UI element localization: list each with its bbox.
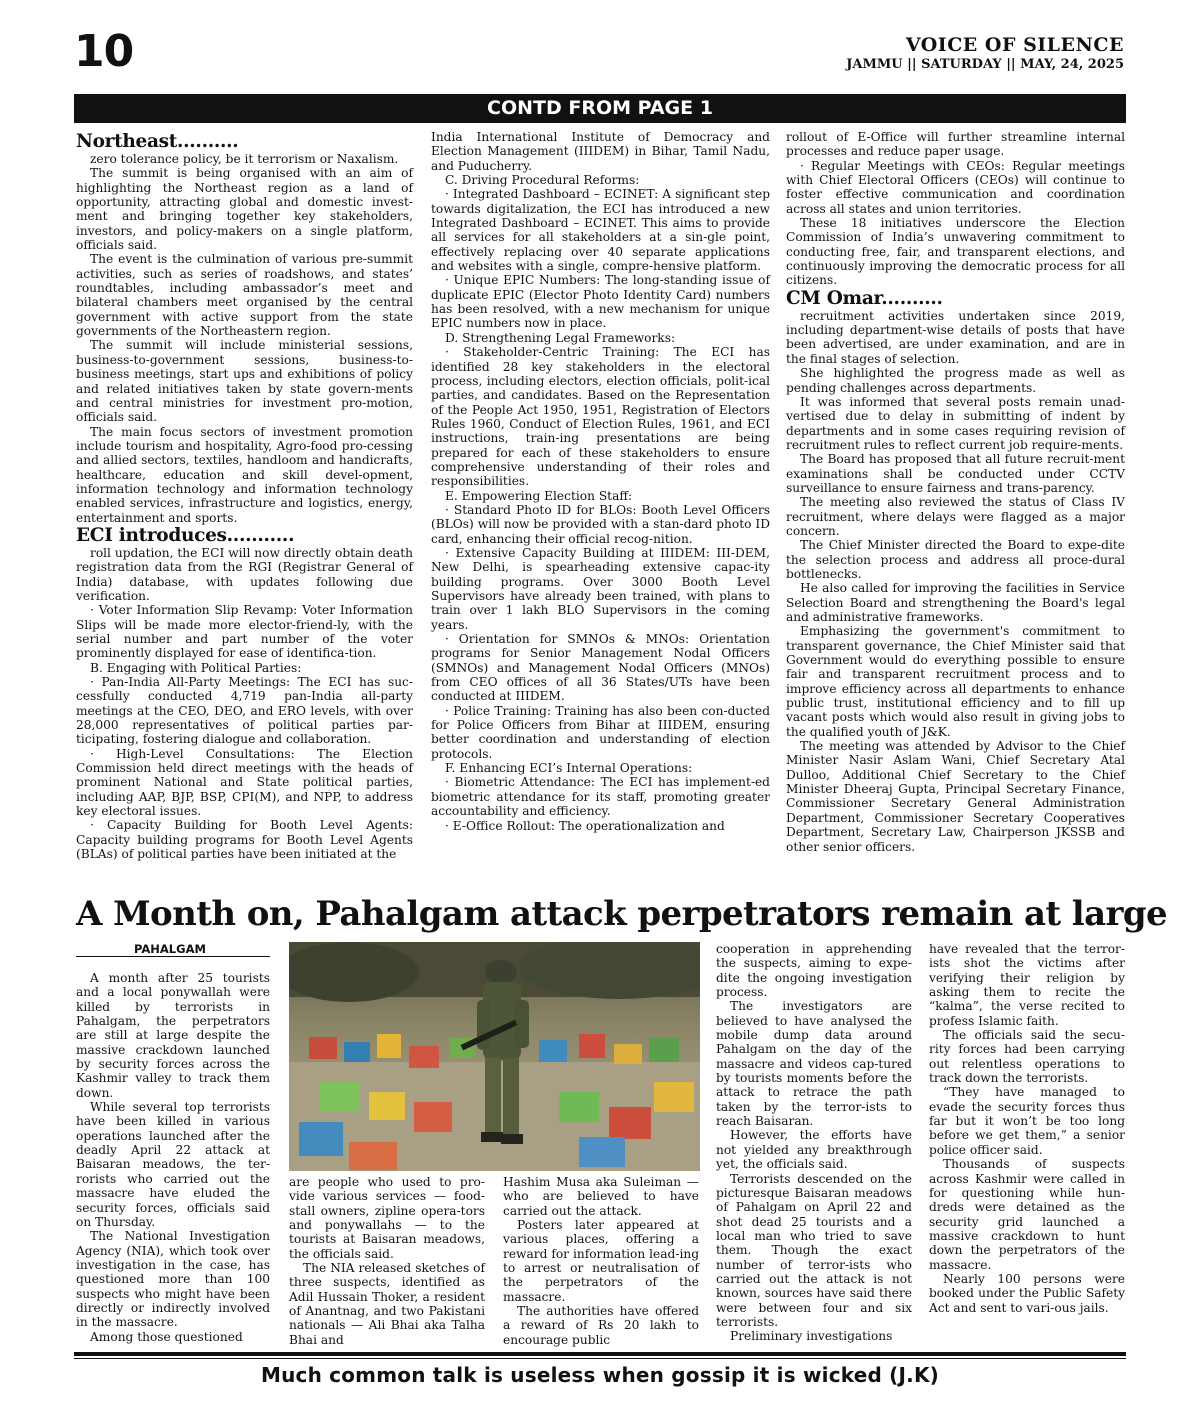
paragraph: · Regular Meetings with CEOs: Regular meetings with Chief Electoral Officers (CEOs) will continue to foster effective communication and coordination across all states and union territories. <box>786 158 1125 216</box>
photo-illustration <box>289 942 700 1171</box>
page-number: 10 <box>74 26 134 77</box>
paragraph: · Police Training: Training has also been con-ducted for Police Officers from Bihar at IIIDEM, ensuring better coordination and understanding of election protocols. <box>431 703 770 761</box>
paragraph: The Board has proposed that all future recruit-ment examinations shall be conducted under CCTV surveillance to ensure fairness and trans-parency. <box>786 452 1125 495</box>
paragraph: C. Driving Procedural Reforms: <box>445 173 640 188</box>
story-column-3 <box>503 1175 699 1347</box>
story-body-2 <box>289 1175 485 1347</box>
paragraph: “They have managed to evade the security forces thus far but it won’t be too long before we get them,” a senior police officer said. <box>929 1085 1125 1157</box>
masthead <box>846 34 1124 74</box>
paragraph: · Capacity Building for Booth Level Agents: Capacity building programs for Booth Level Agents (BLAs) of political parties have been initiated at the <box>76 818 413 862</box>
paragraph: roll updation, the ECI will now directly obtain death registration data from the RGI (Registrar General of India) database, with updates following due verification. <box>76 545 413 603</box>
paragraph: Among those questioned <box>90 1329 243 1344</box>
paragraph: The meeting was attended by Advisor to the Chief Minister Nasir Aslam Wani, Chief Secretary Atal Dulloo, Additional Chief Secretary to the Chief Minister Dheeraj Gupta, Principal Secretary Finance, Commissioner Secretary General Administration Department, Commissioner Secretary Cooperatives Department, Secretary Law, Chairperson JKSSB and other senior officers. <box>786 739 1125 854</box>
story-column-1 <box>76 971 270 1344</box>
eci-body-3 <box>786 130 1125 288</box>
paragraph: · Integrated Dashboard – ECINET: A significant step towards digitalization, the ECI has introduced a new Integrated Dashboard – ECINET. This aims to provide all services for all stakeholders at a sin-gle point, effectively replacing over 40 separate applications and websites with a single, compre-hensive platform. <box>431 187 770 274</box>
story-column-5 <box>929 942 1125 1315</box>
footer-rule-thick <box>74 1352 1126 1356</box>
eci-body-2 <box>431 130 770 833</box>
paragraph: · Biometric Attendance: The ECI has implement-ed biometric attendance for its staff, promoting greater accountability and efficiency. <box>431 775 770 819</box>
paragraph: Thousands of suspects across Kashmir were called in for questioning while hun-dreds were detained as the security grid launched a massive crackdown to hunt down the perpetrators of the massacre. <box>929 1157 1125 1272</box>
paragraph: Preliminary investigations <box>730 1329 893 1344</box>
paragraph: The NIA released sketches of three suspects, identified as Adil Hussain Thoker, a resident of Anantnag, and two Pakistani nationals — Ali Bhai aka Talha Bhai and <box>289 1261 485 1347</box>
paragraph: cooperation in apprehending the suspects, aiming to expe-dite the ongoing investigation process. <box>716 942 912 1000</box>
paragraph: The officials said the secu-rity forces had been carrying out relentless operations to track down the terrorists. <box>929 1028 1125 1086</box>
story-headline: A Month on, Pahalgam attack perpetrators remain at large <box>76 894 1168 934</box>
paragraph: The Chief Minister directed the Board to expe-dite the selection process and address all proce-dural bottlenecks. <box>786 538 1125 581</box>
top-column-3 <box>786 130 1125 854</box>
cm-omar-body <box>786 309 1125 854</box>
paragraph: He also called for improving the facilities in Service Selection Board and strengthening the Board's legal and administrative frameworks. <box>786 581 1125 624</box>
paragraph: · Standard Photo ID for BLOs: Booth Level Officers (BLOs) will now be provided with a stan-dard photo ID card, enhancing their official recog-nition. <box>431 502 770 546</box>
paragraph: The summit will include ministerial sessions, business-to-government sessions, business-to-business meetings, start ups and exhibitions of policy and related initiatives taken by state govern-ments and central ministries for investment pro-motion, officials said. <box>76 338 413 425</box>
paragraph: The summit is being organised with an aim of highlighting the Northeast region as a land of opportunity, attracting global and domestic invest-ment and bringing together key stakeholders, investors, and policy-makers on a single platform, officials said. <box>76 166 413 253</box>
paragraph: The event is the culmination of various pre-summit activities, such as series of roadshows, and states’ roundtables, including ambassador’s meet and bilateral chambers meet organised by the central government with active support from the state governments of the Northeastern region. <box>76 252 413 339</box>
paragraph: However, the efforts have not yielded any breakthrough yet, the officials said. <box>716 1128 912 1172</box>
paragraph: D. Strengthening Legal Frameworks: <box>445 330 676 345</box>
story-column-2 <box>289 1175 485 1347</box>
top-column-1 <box>76 131 413 862</box>
top-column-2 <box>431 130 770 833</box>
paragraph: A month after 25 tourists and a local ponywallah were killed by terrorists in Pahalgam, the perpetrators are still at large despite the massive crackdown launched by security forces across the Kashmir valley to track them down. <box>76 971 270 1100</box>
paragraph: Terrorists descended on the picturesque Baisaran meadows of Pahalgam on April 22 and shot dead 25 tourists and a local man who tried to save them. Though the exact number of terror-ists who carried out the attack is not known, sources have said there were between four and six terrorists. <box>716 1171 912 1329</box>
story-body-1 <box>76 971 270 1344</box>
paragraph: · Unique EPIC Numbers: The long-standing issue of duplicate EPIC (Elector Photo Identity Card) numbers has been resolved, with a new mechanism for unique EPIC numbers now in place. <box>431 273 770 331</box>
paragraph: · Pan-India All-Party Meetings: The ECI has suc-cessfully conducted 4,719 pan-India all-party meetings at the CEO, DEO, and ERO levels, with over 28,000 representatives of political parties par-ticipating, fostering dialogue and collaboration. <box>76 675 413 747</box>
paragraph: F. Enhancing ECI’s Internal Operations: <box>445 761 693 776</box>
paragraph: The authorities have offered a reward of Rs 20 lakh to encourage public <box>503 1304 699 1347</box>
paragraph: · High-Level Consultations: The Election Commission held direct meetings with the heads of prominent National and State political parties, including AAP, BJP, BSP, CPI(M), and NPP, to address key electoral issues. <box>76 746 413 819</box>
paragraph: E. Empowering Election Staff: <box>445 488 633 503</box>
paragraph: · Stakeholder-Centric Training: The ECI has identified 28 key stakeholders in the electoral process, including electors, election officials, polit-ical parties, and candidates. Based on the Representation of the People Act 1950, 1951, Registration of Electors Rules 1960, Conduct of Election Rules, 1961, and ECI instructions, train-ing presentations are being prepared for each of these stakeholders to ensure comprehensive understanding of their roles and responsibilities. <box>431 345 770 489</box>
story-column-4 <box>716 942 912 1344</box>
paragraph: B. Engaging with Political Parties: <box>90 660 302 675</box>
northeast-kicker: Northeast.......... <box>76 131 239 152</box>
paragraph: Emphasizing the government's commitment to transparent governance, the Chief Minister said that Government would do everything possible to ensure fair and transparent recruitment process and to improve efficiency across all departments to enhance public trust, institutional efficiency and to fill up vacant posts which would also result in giving jobs to the qualified youth of J&K. <box>786 624 1125 739</box>
paragraph: recruitment activities undertaken since 2019, including department-wise details of posts that have been advertised, are under examination, and are in the final stages of selection. <box>786 308 1125 366</box>
story-body-5 <box>929 942 1125 1315</box>
paragraph: She highlighted the progress made as well as pending challenges across departments. <box>786 366 1125 395</box>
story-dateline: PAHALGAM <box>76 942 270 957</box>
paragraph: rollout of E-Office will further streamline internal processes and reduce paper usage. <box>786 130 1125 159</box>
footer-rule-thin <box>74 1358 1126 1359</box>
paragraph: The National Investigation Agency (NIA), which took over investigation in the case, has questioned more than 100 suspects who might have been directly or indirectly involved in the massacre. <box>76 1229 270 1330</box>
cm-omar-kicker: CM Omar.......... <box>786 287 943 309</box>
paper-name: VOICE OF SILENCE <box>905 34 1124 56</box>
paragraph: · Orientation for SMNOs & MNOs: Orientation programs for Senior Management Nodal Officers (SMNOs) and Management Nodal Officers (MNOs) from CEO offices of all 36 States/UTs have been conducted at IIIDEM. <box>431 632 770 704</box>
eci-body-1 <box>76 546 413 862</box>
northeast-body <box>76 152 413 525</box>
eci-kicker: ECI introduces........... <box>76 524 295 546</box>
paragraph: These 18 initiatives underscore the Election Commission of India’s unwavering commitment to conducting free, fair, and transparent elections, and continuously improving the democratic process for all citizens. <box>786 216 1125 288</box>
issue-dateline: JAMMU || SATURDAY || MAY, 24, 2025 <box>846 57 1124 72</box>
paragraph: It was informed that several posts remain unad-vertised due to delay in submitting of indent by departments and in some cases requiring revision of recruitment rules to reflect current job require-ments. <box>786 394 1125 452</box>
paragraph: The meeting also reviewed the status of Class IV recruitment, where delays were flagged as a major concern. <box>786 495 1125 538</box>
paragraph: · E-Office Rollout: The operationalization and <box>445 818 725 833</box>
paragraph: have revealed that the terror-ists shot the victims after verifying their religion by asking them to recite the “kalma”, the verse recited to profess Islamic faith. <box>929 942 1125 1028</box>
paragraph: The investigators are believed to have analysed the mobile dump data around Pahalgam on the day of the massacre and videos cap-tured by tourists moments before the attack to retrace the path taken by the terror-ists to reach Baisaran. <box>716 999 912 1129</box>
paragraph: Hashim Musa aka Suleiman — who are believed to have carried out the attack. <box>503 1175 699 1218</box>
continued-banner: CONTD FROM PAGE 1 <box>74 94 1126 123</box>
paragraph: While several top terrorists have been killed in various operations launched after the deadly April 22 attack at Baisaran meadows, the ter-rorists who carried out the massacre have eluded the security forces, officials said on Thursday. <box>76 1100 270 1229</box>
paragraph: · Extensive Capacity Building at IIIDEM: III-DEM, New Delhi, is spearheading extensive capac-ity building programs. Over 3000 Booth Level Supervisors have already been trained, with plans to train over 1 lakh BLO Supervisors in the coming years. <box>431 545 770 632</box>
story-body-4 <box>716 942 912 1344</box>
news-photo <box>289 942 700 1171</box>
paragraph: Nearly 100 persons were booked under the Public Safety Act and sent to vari-ous jails. <box>929 1271 1125 1315</box>
paragraph: zero tolerance policy, be it terrorism or Naxalism. <box>90 152 399 166</box>
paragraph: · Voter Information Slip Revamp: Voter Information Slips will be made more elector-friend-ly, with the serial number and part number of the voter prominently displayed for ease of identifica-tion. <box>76 603 413 661</box>
paragraph: are people who used to pro-vide various services — food-stall owners, zipline opera-tors and ponywallahs — to the tourists at Baisaran meadows, the officials said. <box>289 1175 485 1261</box>
paragraph: India International Institute of Democracy and Election Management (IIIDEM) in Bihar, Tamil Nadu, and Puducherry. <box>431 130 770 173</box>
footer-quote: Much common talk is useless when gossip it is wicked (J.K) <box>260 1363 939 1387</box>
paragraph: Posters later appeared at various places, offering a reward for information lead-ing to arrest or neutralisation of the perpetrators of the massacre. <box>503 1218 699 1304</box>
story-body-3 <box>503 1175 699 1347</box>
paragraph: The main focus sectors of investment promotion include tourism and hospitality, Agro-food pro-cessing and allied sectors, textiles, handloom and handicrafts, healthcare, education and skill devel-opment, information technology and information technology enabled services, infrastructure and logistics, energy, entertainment and sports. <box>76 424 413 525</box>
